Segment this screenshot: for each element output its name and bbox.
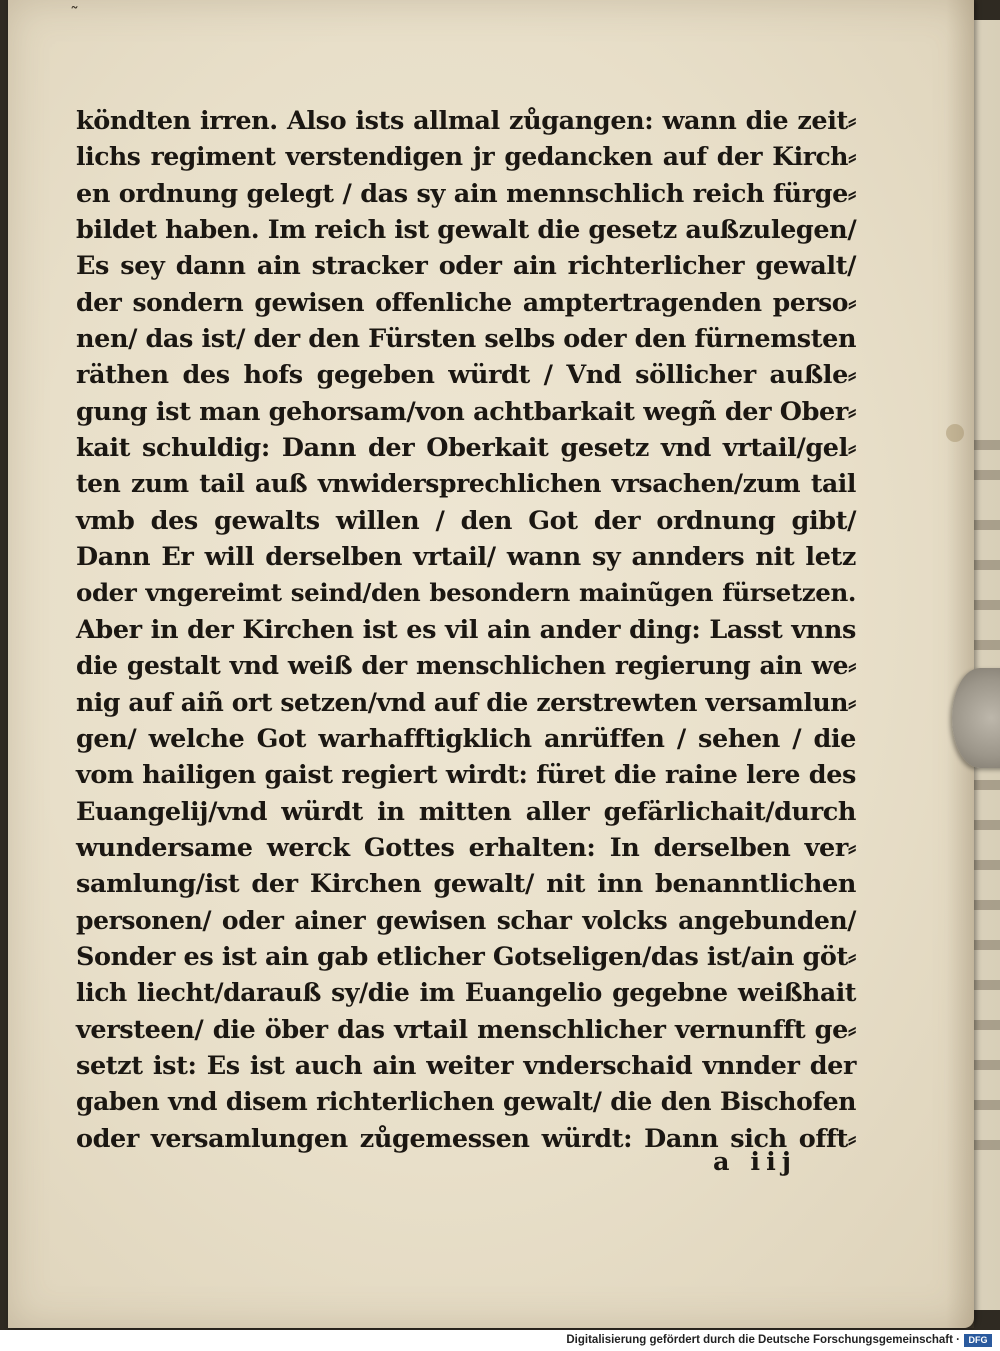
- text-line: köndten irren. Also ists allmal zůgangen: wann die zeit⸗: [76, 106, 856, 136]
- text-line: die gestalt vnd weiß der menschlichen regierung ain we⸗: [76, 651, 856, 681]
- text-line: kait schuldig: Dann der Oberkait gesetz vnd vrtail/gel⸗: [76, 433, 856, 464]
- text-line: versteen/ die öber das vrtail menschlicher vernunfft ge⸗: [76, 1014, 856, 1045]
- text-line: nig auf aiñ ort setzen/vnd auf die zerstrewten versamlun⸗: [76, 687, 856, 717]
- book-page: [8, 0, 974, 1328]
- text-line: ten zum tail auß vnwidersprechlichen vrsachen/zum tail: [76, 469, 856, 499]
- footer-bar: [0, 1330, 1000, 1351]
- text-line: Euangelij/vnd würdt in mitten aller gefärlichait/durch: [76, 796, 856, 827]
- text-line: räthen des hofs gegeben würdt / Vnd söllicher außle⸗: [76, 360, 856, 391]
- text-line: bildet haben. Im reich ist gewalt die gesetz außzulegen/: [76, 215, 857, 246]
- text-line: lich liecht/darauß sy/die im Euangelio gegebne weißhait: [76, 978, 856, 1008]
- page-corner-mark: ˜: [70, 4, 79, 25]
- text-line: en ordnung gelegt / das sy ain mennschlich reich fürge⸗: [76, 178, 856, 209]
- text-line: oder versamlungen zůgemessen würdt: Dann sich offt⸗: [76, 1123, 856, 1154]
- signature-mark: a iij: [713, 1147, 798, 1177]
- page-clip: [952, 668, 1000, 768]
- text-line: Sonder es ist ain gab etlicher Gotseligen/das ist/ain göt⸗: [76, 941, 856, 972]
- text-line: vom hailigen gaist regiert wirdt: füret die raine lere des: [76, 760, 856, 791]
- text-line: gung ist man gehorsam/von achtbarkait wegñ der Ober⸗: [76, 396, 856, 427]
- text-line: der sondern gewisen offenliche amptertragenden perso⸗: [76, 287, 856, 317]
- text-line: personen/ oder ainer gewisen schar volcks angebunden/: [76, 905, 856, 935]
- text-line: gen/ welche Got warhafftigklich anrüffen / sehen / die: [76, 723, 856, 754]
- text-line: lichs regiment verstendigen jr gedancken auf der Kirch⸗: [76, 142, 856, 172]
- body-text: [76, 103, 856, 1157]
- footer-credit: Digitalisierung gefördert durch die Deutsche Forschungsgemeinschaft ·: [566, 1334, 960, 1346]
- text-line: samlung/ist der Kirchen gewalt/ nit inn benanntlichen: [76, 869, 856, 900]
- text-line: oder vngereimt seind/den besondern mainũgen fürsetzen.: [76, 578, 856, 608]
- text-line: setzt ist: Es ist auch ain weiter vnderschaid vnnder der: [76, 1050, 856, 1081]
- paper-stain: [946, 424, 964, 442]
- page-edge-shadow: [946, 0, 974, 1328]
- text-line: Aber in der Kirchen ist es vil ain ander ding: Lasst vnns: [76, 614, 856, 645]
- text-line: Es sey dann ain stracker oder ain richterlicher gewalt/: [76, 251, 856, 282]
- text-line: Dann Er will derselben vrtail/ wann sy annders nit letz: [76, 542, 856, 573]
- text-line: nen/ das ist/ der den Fürsten selbs oder den fürnemsten: [76, 324, 857, 355]
- text-line: gaben vnd disem richterlichen gewalt/ die den Bischofen: [76, 1087, 856, 1117]
- text-line: vmb des gewalts willen / den Got der ordnung gibt/: [76, 505, 856, 536]
- dfg-logo-icon: DFG: [964, 1334, 992, 1347]
- text-line: wundersame werck Gottes erhalten: In derselben ver⸗: [76, 832, 856, 863]
